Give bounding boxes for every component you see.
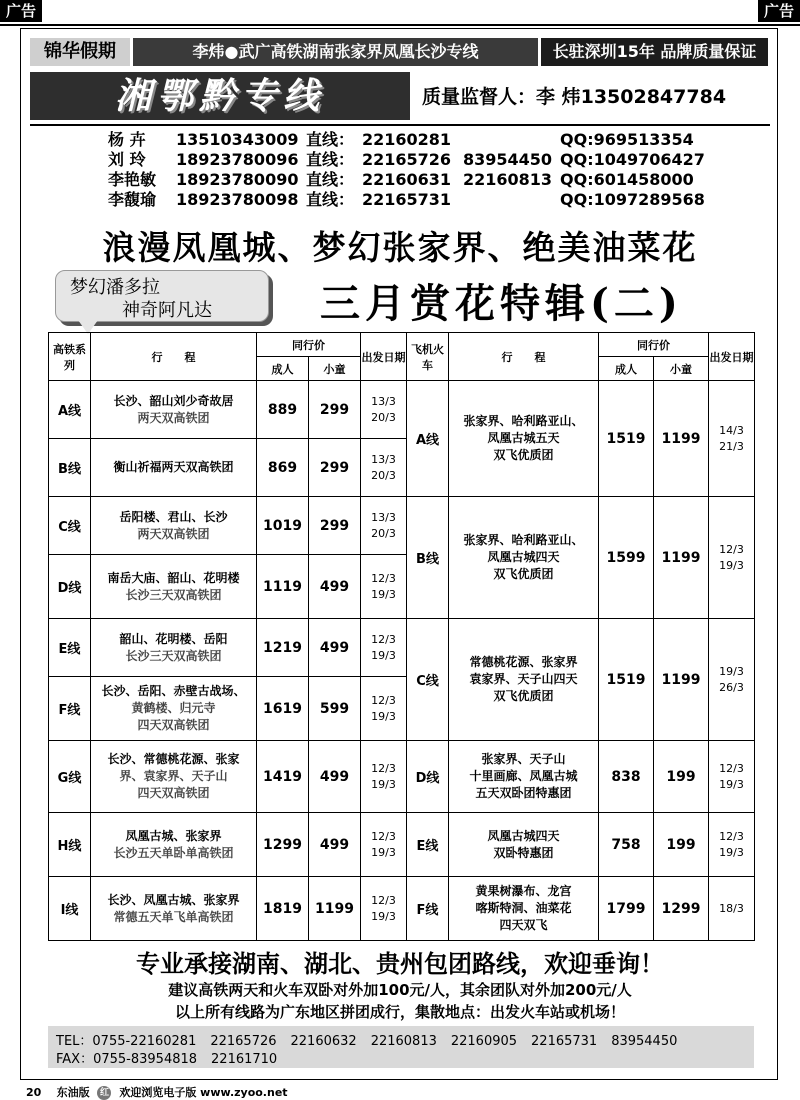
left-child-price: 499 (309, 555, 361, 619)
tour-price-table (48, 332, 755, 941)
left-adult-price: 1219 (257, 619, 309, 677)
left-itinerary (91, 741, 257, 813)
header-left-itinerary: 行 程 (91, 333, 257, 381)
route-line: 长沙、韶山刘少奇故居 (113, 393, 234, 408)
contact-direct-label: 直线： (306, 170, 355, 189)
depart-date: 19/3 (719, 558, 744, 572)
route-line: 衡山祈福两天双高铁团 (113, 460, 234, 474)
depart-date: 12/3 (371, 829, 396, 843)
right-adult-price: 838 (599, 741, 654, 813)
contact-qq: QQ:1097289568 (560, 190, 705, 209)
right-child-price: 1199 (654, 619, 709, 741)
tel-number: 83954450 (611, 1034, 678, 1049)
contact-list (108, 130, 748, 210)
route-line: 袁家界、天子山四天 (469, 672, 578, 686)
depart-dates (709, 877, 755, 941)
route-line: 四天双高铁团 (137, 718, 210, 732)
contact-name: 李艳敏 (108, 170, 157, 189)
left-adult-price: 1119 (257, 555, 309, 619)
left-child-price: 499 (309, 813, 361, 877)
contact-mobile: 18923780098 (176, 190, 299, 209)
contact-direct-1: 22165726 (362, 150, 452, 169)
route-line: 黄果树瀑布、龙宫 (475, 884, 572, 898)
tel-number: 22160632 (290, 1034, 357, 1049)
header-right-adult: 成人 (599, 357, 654, 381)
contact-direct-label: 直线： (306, 150, 355, 169)
quality-supervisor: 质量监督人：李 炜13502847784 (422, 86, 727, 108)
left-adult-price: 869 (257, 439, 309, 497)
right-itinerary (449, 381, 599, 497)
ad-label-right: 广告 (758, 0, 800, 22)
banner-route: 李炜●武广高铁湖南张家界凤凰长沙专线 (133, 38, 538, 66)
top-divider (0, 24, 800, 26)
depart-date: 19/3 (371, 909, 396, 923)
promo-note-1: 建议高铁两天和火车双卧对外加100元/人，其余团队对外加200元/人 (168, 981, 632, 999)
left-line-code: C线 (49, 497, 91, 555)
route-line: 两天双高铁团 (137, 410, 210, 425)
right-itinerary (449, 877, 599, 941)
depart-date: 20/3 (371, 410, 396, 424)
depart-date: 19/3 (371, 845, 396, 859)
depart-dates (361, 497, 407, 555)
right-child-price: 1199 (654, 497, 709, 619)
route-line: 十里画廊、凤凰古城 (469, 769, 578, 783)
ad-label-left: 广告 (0, 0, 42, 22)
left-itinerary (91, 619, 257, 677)
tel-number: 22165731 (531, 1034, 598, 1049)
bubble-line-2: 神奇阿凡达 (122, 300, 212, 321)
header-right-date: 出发日期 (709, 333, 755, 381)
contact-row (108, 170, 748, 190)
depart-date: 12/3 (371, 693, 396, 707)
tel-number: 22160905 (450, 1034, 518, 1049)
title-divider (30, 124, 770, 126)
depart-date: 19/3 (371, 587, 396, 601)
left-adult-price: 1419 (257, 741, 309, 813)
depart-date: 13/3 (371, 452, 396, 466)
header-left-series: 高铁系列 (49, 333, 91, 381)
promo-note-2: 以上所有线路为广东地区拼团成行，集散地点：出发火车站或机场！ (174, 1003, 625, 1021)
route-line: 凤凰古城、张家界 (125, 828, 222, 843)
right-itinerary (449, 813, 599, 877)
table-row (49, 813, 755, 877)
website-text: 欢迎浏览电子版 www.zyoo.net (119, 1086, 288, 1099)
depart-date: 20/3 (371, 526, 396, 540)
left-itinerary (91, 439, 257, 497)
depart-date: 21/3 (719, 439, 744, 453)
route-line: 张家界、哈利路亚山、 (463, 414, 584, 428)
tel-number: TEL：0755-22160281 (56, 1034, 197, 1049)
route-line: 凤凰古城四天 (487, 828, 560, 843)
route-line: 凤凰古城四天 (487, 550, 560, 564)
right-adult-price: 1519 (599, 619, 654, 741)
left-adult-price: 889 (257, 381, 309, 439)
depart-dates (709, 619, 755, 741)
left-child-price: 299 (309, 439, 361, 497)
footer-contacts (48, 1026, 754, 1068)
left-itinerary (91, 555, 257, 619)
left-itinerary (91, 813, 257, 877)
speech-bubble (55, 270, 269, 322)
table-row (49, 741, 755, 813)
right-child-price: 1199 (654, 381, 709, 497)
route-line: 黄鹤楼、归元寺 (131, 701, 216, 715)
contact-mobile: 18923780090 (176, 170, 299, 189)
depart-date: 19/3 (719, 845, 744, 859)
contact-direct-1: 22160631 (362, 170, 452, 189)
route-line: 双卧特惠团 (493, 845, 554, 860)
table-row (49, 877, 755, 941)
depart-dates (361, 741, 407, 813)
depart-dates (361, 813, 407, 877)
left-child-price: 499 (309, 741, 361, 813)
fax-row (56, 1048, 291, 1067)
depart-date: 13/3 (371, 510, 396, 524)
right-child-price: 199 (654, 741, 709, 813)
route-line: 长沙五天单卧单高铁团 (113, 845, 234, 860)
depart-date: 19/3 (719, 664, 744, 678)
table-row (49, 381, 755, 439)
depart-date: 12/3 (371, 632, 396, 646)
depart-date: 19/3 (371, 648, 396, 662)
headline: 浪漫凤凰城、梦幻张家界、绝美油菜花 (102, 228, 698, 267)
depart-date: 19/3 (719, 777, 744, 791)
route-line: 南岳大庙、韶山、花明楼 (107, 570, 240, 585)
left-child-price: 499 (309, 619, 361, 677)
route-line: 双飞优质团 (493, 567, 554, 581)
route-line: 张家界、天子山 (481, 752, 566, 766)
left-adult-price: 1019 (257, 497, 309, 555)
right-line-code: B线 (407, 497, 449, 619)
right-adult-price: 758 (599, 813, 654, 877)
left-line-code: F线 (49, 677, 91, 741)
depart-date: 19/3 (371, 709, 396, 723)
route-line: 四天双高铁团 (137, 786, 210, 800)
header-right-peer-price: 同行价 (599, 333, 709, 357)
title-block (30, 72, 410, 120)
left-itinerary (91, 381, 257, 439)
contact-direct-2: 22160813 (463, 170, 553, 189)
right-line-code: D线 (407, 741, 449, 813)
left-child-price: 299 (309, 381, 361, 439)
left-line-code: G线 (49, 741, 91, 813)
left-adult-price: 1299 (257, 813, 309, 877)
right-child-price: 1299 (654, 877, 709, 941)
depart-date: 26/3 (719, 680, 744, 694)
depart-date: 12/3 (719, 761, 744, 775)
depart-date: 12/3 (371, 761, 396, 775)
depart-dates (361, 439, 407, 497)
depart-date: 12/3 (719, 542, 744, 556)
contact-qq: QQ:1049706427 (560, 150, 705, 169)
left-line-code: B线 (49, 439, 91, 497)
left-itinerary (91, 877, 257, 941)
route-line: 凤凰古城五天 (487, 431, 560, 445)
contact-mobile: 18923780096 (176, 150, 299, 169)
left-child-price: 299 (309, 497, 361, 555)
right-itinerary (449, 619, 599, 741)
route-line: 长沙三天双高铁团 (125, 587, 222, 602)
left-line-code: I线 (49, 877, 91, 941)
header-left-peer-price: 同行价 (257, 333, 361, 357)
contact-mobile: 13510343009 (176, 130, 299, 149)
tel-number: 22160813 (370, 1034, 437, 1049)
banner-slogan: 长驻深圳15年 品牌质量保证 (541, 38, 768, 66)
left-child-price: 1199 (309, 877, 361, 941)
route-line: 韶山、花明楼、岳阳 (119, 631, 228, 646)
left-line-code: D线 (49, 555, 91, 619)
depart-date: 12/3 (371, 571, 396, 585)
edition-badge: 红 (97, 1086, 111, 1100)
contact-name: 刘 玲 (108, 150, 146, 169)
left-itinerary (91, 677, 257, 741)
left-adult-price: 1819 (257, 877, 309, 941)
route-line: 常德五天单飞单高铁团 (113, 909, 234, 924)
tel-number: 22165726 (210, 1034, 277, 1049)
left-itinerary (91, 497, 257, 555)
table-row (49, 619, 755, 677)
depart-date: 12/3 (371, 893, 396, 907)
route-line: 常德桃花源、张家界 (469, 655, 578, 669)
header-left-adult: 成人 (257, 357, 309, 381)
route-line: 长沙、岳阳、赤壁古战场、 (101, 684, 246, 698)
route-line: 岳阳楼、君山、长沙 (119, 509, 228, 524)
fax-number: FAX：0755-83954818 (56, 1052, 198, 1067)
left-line-code: A线 (49, 381, 91, 439)
brand-name: 锦华假期 (30, 38, 130, 66)
contact-qq: QQ:601458000 (560, 170, 694, 189)
contact-row (108, 190, 748, 210)
right-itinerary (449, 741, 599, 813)
depart-dates (709, 381, 755, 497)
right-adult-price: 1599 (599, 497, 654, 619)
route-line: 长沙、凤凰古城、张家界 (107, 892, 240, 907)
contact-row (108, 130, 748, 150)
fax-number: 22161710 (211, 1052, 278, 1067)
depart-date: 13/3 (371, 394, 396, 408)
contact-direct-2: 83954450 (463, 150, 553, 169)
route-line: 长沙、常德桃花源、张家 (107, 752, 240, 766)
depart-date: 20/3 (371, 468, 396, 482)
tel-row (56, 1030, 691, 1049)
table-row (49, 497, 755, 555)
route-line: 张家界、哈利路亚山、 (463, 533, 584, 547)
route-line: 喀斯特洞、油菜花 (475, 901, 572, 915)
depart-dates (361, 877, 407, 941)
header-right-itinerary: 行 程 (449, 333, 599, 381)
depart-date: 14/3 (719, 423, 744, 437)
left-adult-price: 1619 (257, 677, 309, 741)
right-line-code: C线 (407, 619, 449, 741)
edition-label: 东油版 (56, 1086, 90, 1099)
header-left-date: 出发日期 (361, 333, 407, 381)
depart-dates (709, 741, 755, 813)
depart-date: 12/3 (719, 829, 744, 843)
contact-qq: QQ:969513354 (560, 130, 694, 149)
bubble-line-1: 梦幻潘多拉 (70, 277, 160, 298)
depart-dates (361, 381, 407, 439)
promo-main: 专业承接湖南、湖北、贵州包团路线，欢迎垂询！ (136, 950, 664, 978)
right-child-price: 199 (654, 813, 709, 877)
depart-dates (361, 555, 407, 619)
contact-direct-1: 22160281 (362, 130, 452, 149)
route-line: 五天双卧团特惠团 (475, 786, 572, 800)
right-adult-price: 1519 (599, 381, 654, 497)
left-line-code: H线 (49, 813, 91, 877)
top-banner (30, 38, 768, 66)
contact-direct-label: 直线： (306, 130, 355, 149)
contact-direct-1: 22165731 (362, 190, 452, 209)
contact-row (108, 150, 748, 170)
right-itinerary (449, 497, 599, 619)
header-left-child: 小童 (309, 357, 361, 381)
contact-direct-label: 直线： (306, 190, 355, 209)
depart-dates (361, 619, 407, 677)
contact-name: 杨 卉 (108, 130, 146, 149)
left-line-code: E线 (49, 619, 91, 677)
page-title: 湘鄂黔专线 (114, 75, 325, 117)
route-line: 双飞优质团 (493, 448, 554, 462)
page-footer (26, 1084, 288, 1100)
sub-headline: 三月赏花特辑(二) (320, 280, 683, 327)
right-line-code: F线 (407, 877, 449, 941)
route-line: 界、袁家界、天子山 (119, 769, 228, 783)
route-line: 双飞优质团 (493, 689, 554, 703)
right-line-code: E线 (407, 813, 449, 877)
header-right-series: 飞机火车 (407, 333, 449, 381)
route-line: 长沙三天双高铁团 (125, 648, 222, 663)
right-line-code: A线 (407, 381, 449, 497)
depart-dates (709, 497, 755, 619)
right-adult-price: 1799 (599, 877, 654, 941)
page-number: 20 (26, 1086, 42, 1099)
depart-date: 19/3 (371, 777, 396, 791)
left-child-price: 599 (309, 677, 361, 741)
route-line: 两天双高铁团 (137, 526, 210, 541)
contact-name: 李馥瑜 (108, 190, 157, 209)
depart-date: 18/3 (719, 901, 744, 915)
depart-dates (709, 813, 755, 877)
depart-dates (361, 677, 407, 741)
route-line: 四天双飞 (499, 918, 548, 932)
header-right-child: 小童 (654, 357, 709, 381)
